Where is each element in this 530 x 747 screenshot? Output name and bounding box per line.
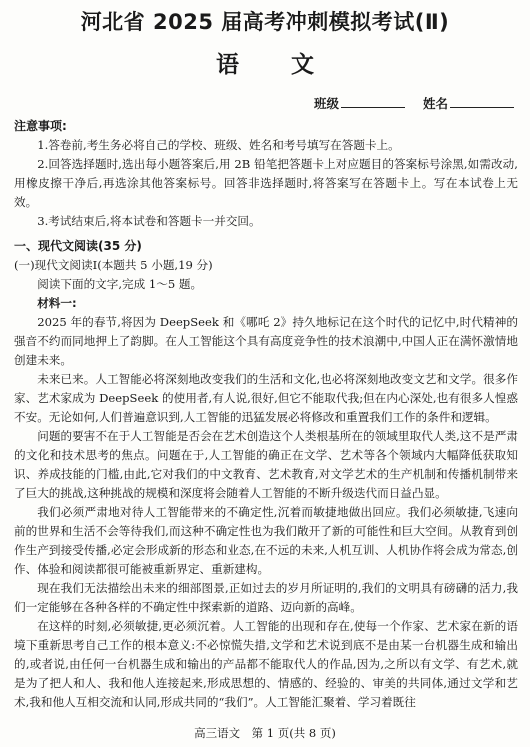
passage-paragraph: 我们必须严肃地对待人工智能带来的不确定性,沉着而敏捷地做出回应。我们必须敏捷,飞速向前的世界和生活不会等待我们,而这种不确定性也为我们敞开了新的可能性和巨大空间。从教育到创作生产到接受传播,必定会形成新的形态和业态,在不远的未来,人机互训、人机协作将会成为常态,创作、体验和阅读都很可能被重新界定、重新建构。	[14, 505, 518, 576]
passage-paragraph: 在这样的时刻,必须敏捷,更必须沉着。人工智能的出现和存在,使每一个作家、艺术家在新的语境下重新思考自己工作的根本意义:不必惊慌失措,文学和艺术说到底不是由某一台机器生成和输出的,或者说,由任何一台机器生成和输出的产品都不能取代人的作品,因为,之所以有文学、有艺术,就是为了把人和人、我和他人连接起来,形成思想的、情感的、经验的、审美的共同体,通过文学和艺术,我和他人互相交流和认同,形成共同的“我们”。人工智能汇聚着、学习着既往	[14, 619, 518, 709]
class-blank	[341, 95, 405, 108]
notice-item: 1.答卷前,考生务必将自己的学校、班级、姓名和考号填写在答题卡上。	[37, 138, 400, 152]
name-blank	[450, 95, 514, 108]
notice-item: 2.回答选择题时,选出每小题答案后,用 2B 铅笔把答题卡上对应题目的答案标号涂黑,如需改动,用橡皮擦干净后,再选涂其他答案标号。回答非选择题时,将答案写在答题卡上。写在本试卷上无效。	[14, 157, 518, 209]
student-info-fields	[314, 94, 514, 112]
class-field	[314, 94, 405, 112]
sub-section-heading: (一)现代文阅读Ⅰ(本题共 5 小题,19 分)	[14, 258, 213, 272]
material-label: 材料一:	[37, 296, 77, 310]
reading-instruction: 阅读下面的文字,完成 1～5 题。	[37, 277, 203, 291]
notice-item: 3.考试结束后,将本试卷和答题卡一并交回。	[37, 214, 261, 228]
passage-paragraph: 现在我们无法描绘出未来的细部图景,正如过去的岁月所证明的,我们的文明具有磅礴的活力,我们一定能够在各种各样的不确定性中探索新的道路、迈向新的高峰。	[14, 581, 518, 614]
passage-paragraph: 未来已来。人工智能必将深刻地改变我们的生活和文化,也必将深刻地改变文艺和文学。很多作家、艺术家成为 DeepSeek 的使用者,有人说,很好,但它不能取代我;但在内心深处,也有很多人惶惑不安。无论如何,人们普遍意识到,人工智能的迅猛发展必将修改和重置我们工作的条件和逻辑。	[14, 372, 518, 424]
notice-heading: 注意事项:	[14, 119, 67, 133]
subject-title: 语 文	[215, 52, 336, 78]
passage-paragraph: 问题的要害不在于人工智能是否会在艺术创造这个人类根基所在的领域里取代人类,这不是严肃的文化和技术思考的焦点。问题在于,人工智能的确正在文学、艺术等各个领域内大幅降低获取知识、养成技能的门槛,由此,它对我们的中文教育、艺术教育,对文学艺术的生产机制和传播机制带来了巨大的挑战,这种挑战的规模和深度将会随着人工智能的不断升级迭代而日益凸显。	[14, 429, 518, 500]
class-label: 班级	[313, 96, 339, 111]
page-footer: 高三语文 第 1 页(共 8 页)	[194, 726, 336, 740]
name-label: 姓名	[422, 96, 448, 111]
section-heading: 一、现代文阅读(35 分)	[14, 239, 142, 253]
name-field	[423, 94, 514, 112]
passage-paragraph: 2025 年的春节,将因为 DeepSeek 和《哪吒 2》持久地标记在这个时代的记忆中,时代精神的强音不约而同地押上了韵脚。在人工智能这个具有高度竞争性的技术浪潮中,中国人正在满怀激情地创建未来。	[14, 315, 518, 367]
exam-content	[14, 117, 518, 712]
exam-title: 河北省 2025 届高考冲刺模拟考试(Ⅱ)	[80, 10, 450, 34]
